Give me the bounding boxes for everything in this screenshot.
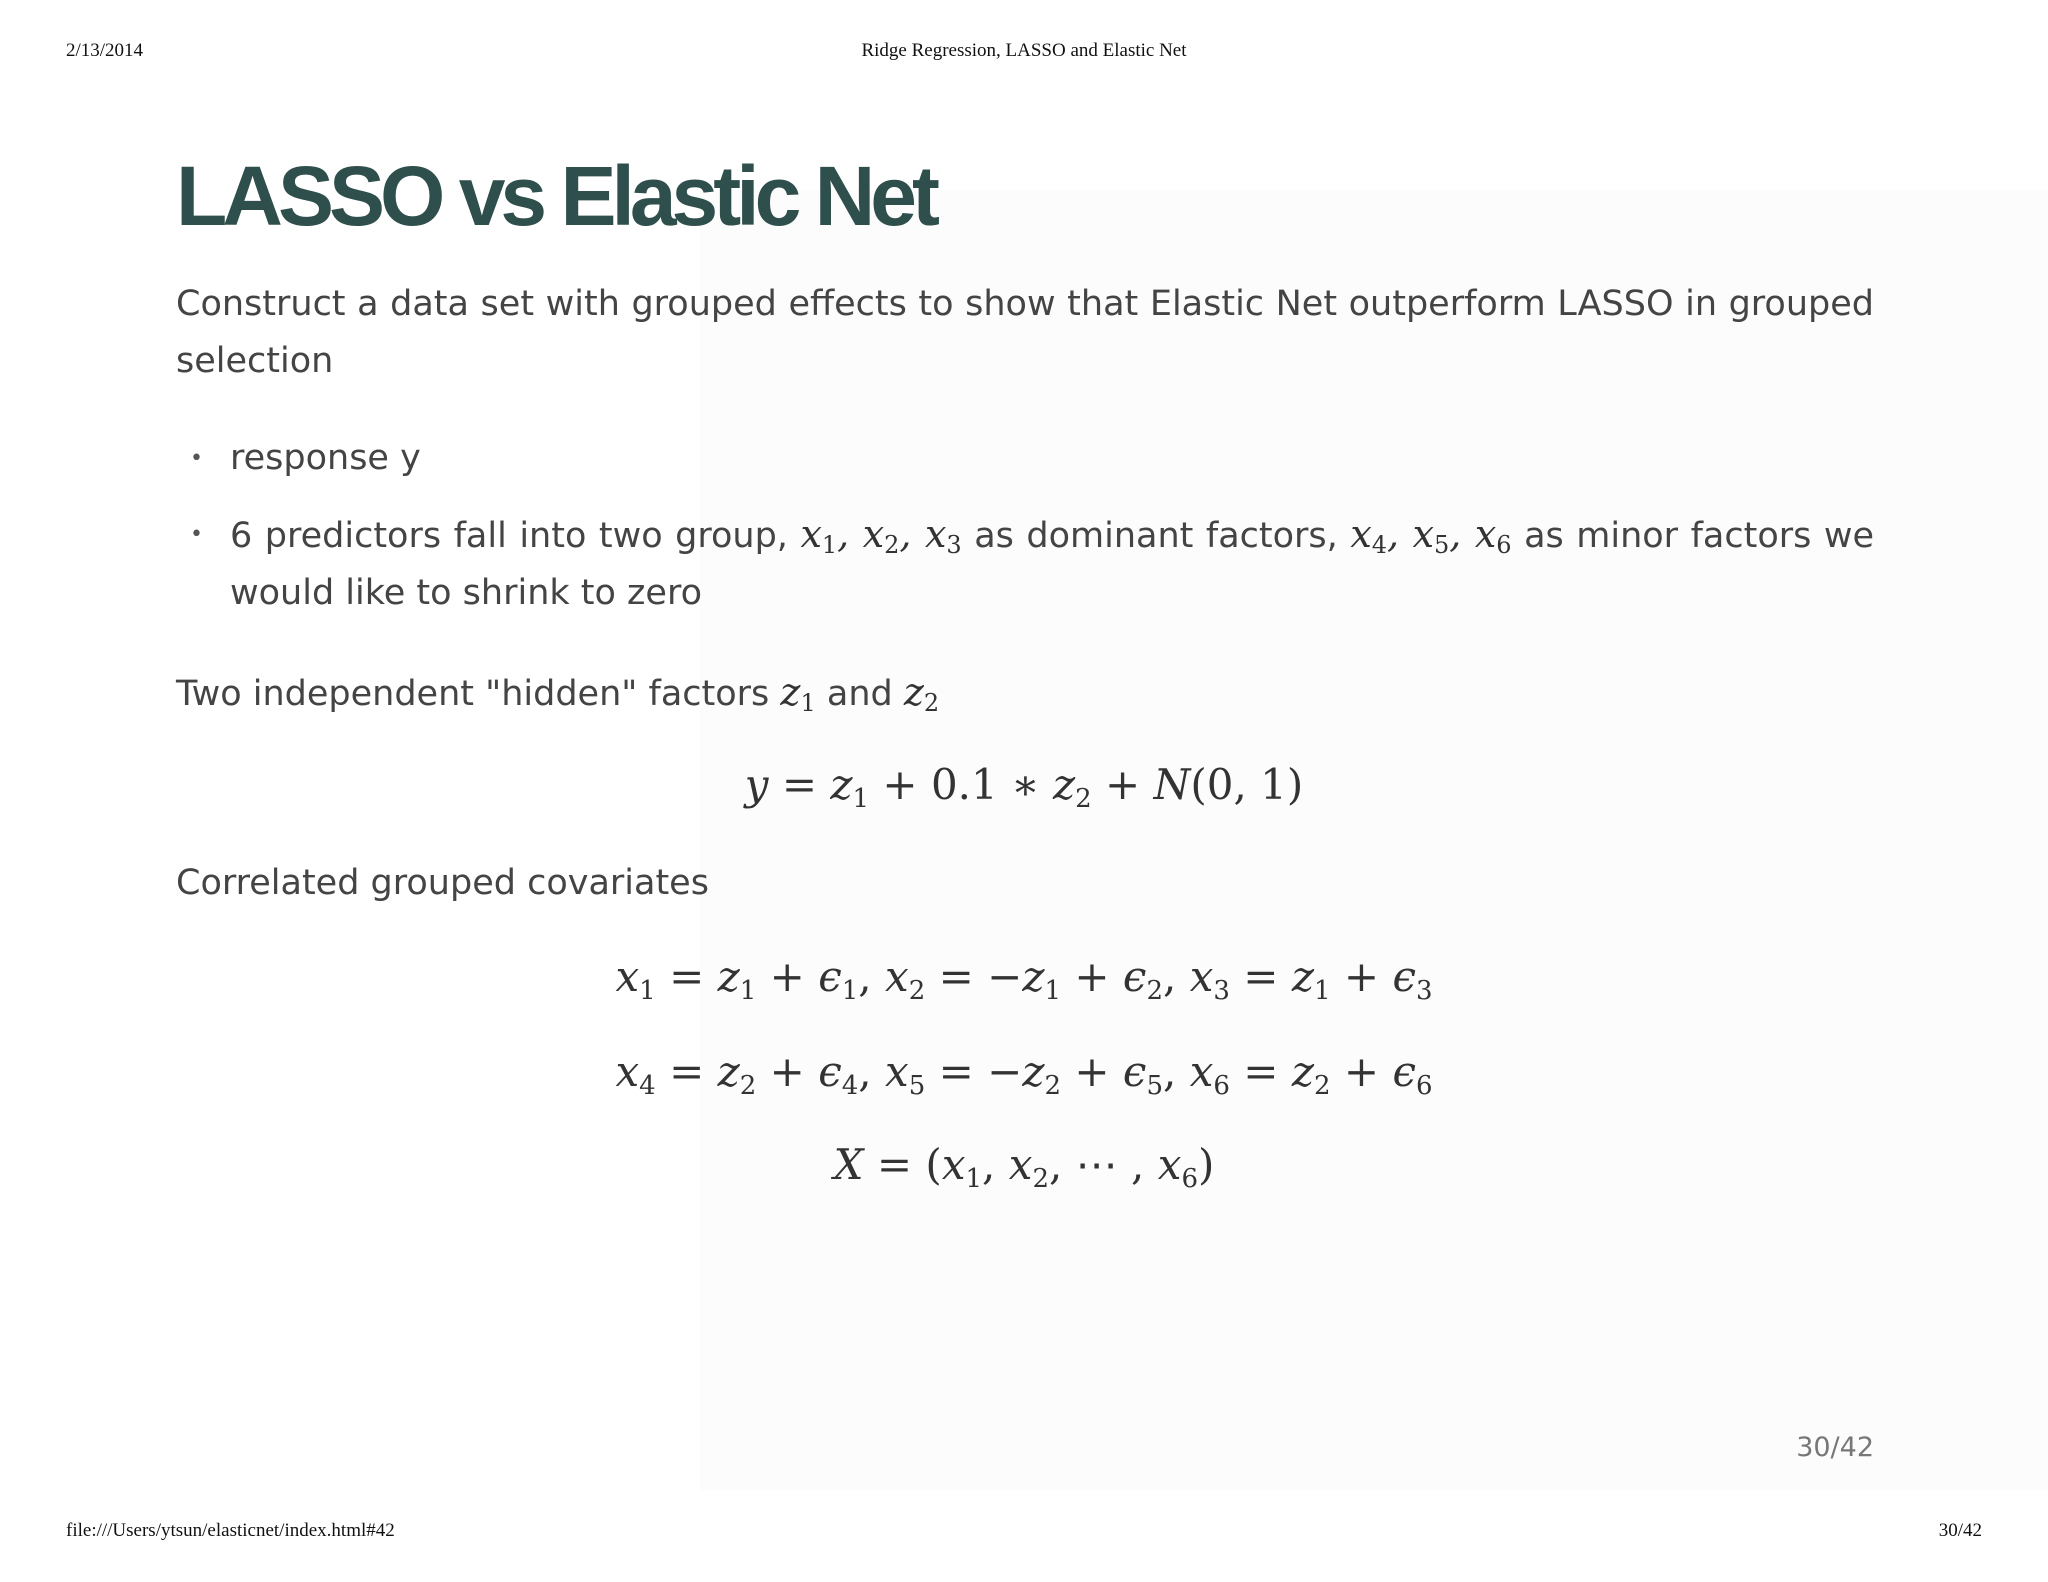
print-date: 2/13/2014	[66, 40, 144, 61]
bullet-response	[176, 430, 1874, 487]
bullet-dot-icon: •	[190, 522, 203, 547]
hidden-factors-part1: Two independent "hidden" factors	[176, 674, 770, 714]
bullet-predictors-part2: as dominant factors,	[974, 516, 1338, 556]
bullet-dot-icon: •	[190, 446, 203, 471]
bullet-predictors-part1: 6 predictors fall into two group,	[230, 516, 788, 556]
bullet-predictors-part3: as minor factors we would like to shrink to zero	[230, 516, 1875, 613]
math-z2: $z_2$	[903, 670, 940, 717]
bullet-predictors-text	[230, 506, 1874, 622]
intro-paragraph: Construct a data set with grouped effects to show that Elastic Net outperform LASSO in grouped selection	[176, 284, 1874, 381]
print-doc-title: Ridge Regression, LASSO and Elastic Net	[861, 40, 1187, 61]
hidden-factors-part2: and	[826, 674, 893, 714]
hidden-factors-paragraph	[176, 664, 1874, 723]
equation-y: $y = z_1 + 0.1$ ∗ $z_2 + N(0$, 1)	[744, 760, 1304, 814]
math-z1: $z_1$	[780, 670, 816, 717]
print-page-number: 30/42	[1938, 1520, 1982, 1541]
math-x1-x3: $x_1$, $x_2$, $x_3$	[800, 512, 962, 559]
equation-x4-x6: $x_4 = z_2 + \epsilon_4$, $x_5 = -z_2 + \epsilon_5$, $x_6 = z_2 + \epsilon_6$	[615, 1047, 1433, 1101]
slide-title: LASSO vs Elastic Net	[176, 149, 935, 243]
covariates-label: Correlated grouped covariates	[176, 863, 709, 903]
math-x4-x6: $x_4$, $x_5$, $x_6$	[1350, 512, 1512, 559]
bullet-predictors	[176, 506, 1874, 622]
bullet-response-text: response y	[230, 438, 421, 478]
equation-x1-x3: $x_1 = z_1 + \epsilon_1$, $x_2 = -z_1 + \epsilon_2$, $x_3 = z_1 + \epsilon_3$	[615, 952, 1433, 1006]
print-url: file:///Users/ytsun/elasticnet/index.html#42	[66, 1520, 395, 1541]
slide-page-number: 30/42	[1796, 1432, 1874, 1463]
equation-X: $X = (x_1$, $x_2$, ⋯ , $x_6$)	[833, 1140, 1215, 1194]
